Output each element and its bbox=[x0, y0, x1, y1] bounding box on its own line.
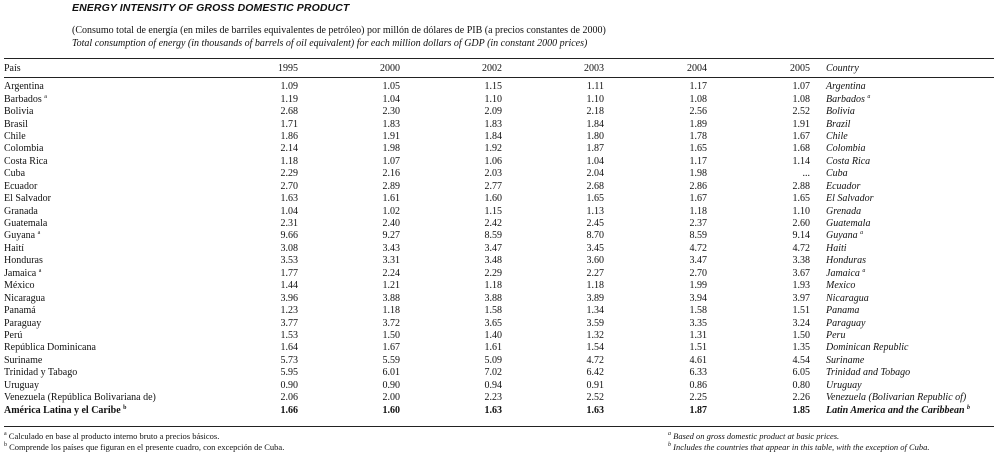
country-name-es: Cuba bbox=[4, 168, 26, 180]
country-name-es: Perú bbox=[4, 329, 23, 341]
value-cell: 1.18 bbox=[689, 205, 707, 217]
country-name-en: Paraguay bbox=[826, 317, 866, 329]
value-cell: 2.03 bbox=[484, 168, 502, 180]
value-cell: 1.04 bbox=[280, 205, 298, 217]
value-cell: 1.78 bbox=[689, 130, 707, 142]
value-cell: 0.94 bbox=[484, 379, 502, 391]
header-year: 2000 bbox=[380, 63, 400, 74]
subtitle-spanish: (Consumo total de energía (en miles de barriles equivalentes de petróleo) por millón de dólares de PIB (a precios constantes de 2000) bbox=[72, 25, 606, 36]
value-cell: 1.63 bbox=[280, 193, 298, 205]
value-cell: 3.59 bbox=[586, 317, 604, 329]
country-name-es: Venezuela (República Bolivariana de) bbox=[4, 392, 156, 404]
table-row bbox=[4, 193, 994, 205]
country-name-es: Panamá bbox=[4, 305, 36, 317]
value-cell: 3.31 bbox=[382, 255, 400, 267]
country-name-en: Mexico bbox=[826, 280, 856, 292]
value-cell: 3.38 bbox=[792, 255, 810, 267]
header-country-es: País bbox=[4, 63, 21, 74]
value-cell: 9.14 bbox=[792, 230, 810, 242]
value-cell: 3.48 bbox=[484, 255, 502, 267]
value-cell: 2.04 bbox=[586, 168, 604, 180]
value-cell: 0.90 bbox=[280, 379, 298, 391]
value-cell: 2.70 bbox=[280, 180, 298, 192]
value-cell: 3.65 bbox=[484, 317, 502, 329]
country-name-en: Cuba bbox=[826, 168, 848, 180]
country-name-es: Guatemala bbox=[4, 218, 48, 230]
table-row bbox=[4, 317, 994, 329]
value-cell: 1.18 bbox=[586, 280, 604, 292]
value-cell: 4.72 bbox=[689, 242, 707, 254]
value-cell: 2.24 bbox=[382, 267, 400, 279]
country-name-es: Paraguay bbox=[4, 317, 42, 329]
value-cell: 1.07 bbox=[792, 81, 810, 93]
value-cell: 1.51 bbox=[689, 342, 707, 354]
country-name-en: Latin America and the Caribbean $^b$ bbox=[826, 404, 971, 416]
country-name-es: Suriname bbox=[4, 354, 43, 366]
value-cell: 3.60 bbox=[586, 255, 604, 267]
country-name-en: Guyana $^a$ bbox=[826, 230, 864, 242]
value-cell: 3.53 bbox=[280, 255, 298, 267]
header-row bbox=[4, 62, 994, 78]
country-name-en: Suriname bbox=[826, 354, 865, 366]
value-cell: 1.67 bbox=[792, 130, 810, 142]
value-cell: 1.98 bbox=[382, 143, 400, 155]
table-total-row bbox=[4, 404, 994, 416]
value-cell: 1.61 bbox=[382, 193, 400, 205]
energy-intensity-table bbox=[4, 62, 994, 417]
value-cell: 1.58 bbox=[689, 305, 707, 317]
value-cell: 2.40 bbox=[382, 218, 400, 230]
value-cell: 2.60 bbox=[792, 218, 810, 230]
value-cell: 3.72 bbox=[382, 317, 400, 329]
value-cell: 1.50 bbox=[382, 329, 400, 341]
country-name-es: El Salvador bbox=[4, 193, 51, 205]
value-cell: 1.18 bbox=[382, 305, 400, 317]
value-cell: 1.06 bbox=[484, 155, 502, 167]
value-cell: 1.11 bbox=[586, 81, 604, 93]
value-cell: 1.65 bbox=[586, 193, 604, 205]
value-cell: 1.08 bbox=[792, 93, 810, 105]
value-cell: 6.42 bbox=[586, 367, 604, 379]
value-cell: 2.06 bbox=[280, 392, 298, 404]
value-cell: 1.64 bbox=[280, 342, 298, 354]
value-cell: 1.04 bbox=[382, 93, 400, 105]
value-cell: 3.67 bbox=[792, 267, 810, 279]
value-cell: 4.54 bbox=[792, 354, 810, 366]
value-cell: 1.34 bbox=[586, 305, 604, 317]
value-cell: 1.68 bbox=[792, 143, 810, 155]
value-cell: 1.44 bbox=[280, 280, 298, 292]
country-name-en: Peru bbox=[826, 329, 846, 341]
value-cell: 1.80 bbox=[586, 130, 604, 142]
country-name-es: Brasil bbox=[4, 118, 28, 130]
value-cell: 4.72 bbox=[792, 242, 810, 254]
value-cell: 3.89 bbox=[586, 292, 604, 304]
value-cell: 1.83 bbox=[484, 118, 502, 130]
value-cell: 1.32 bbox=[586, 329, 604, 341]
table-row bbox=[4, 205, 994, 217]
country-name-en: Honduras bbox=[826, 255, 867, 267]
country-name-en: Trinidad and Tobago bbox=[826, 367, 911, 379]
country-name-es: Bolivia bbox=[4, 106, 34, 118]
value-cell: 3.47 bbox=[689, 255, 707, 267]
value-cell: 1.67 bbox=[382, 342, 400, 354]
value-cell: 1.09 bbox=[280, 81, 298, 93]
country-name-en: El Salvador bbox=[826, 193, 874, 205]
value-cell: 1.21 bbox=[382, 280, 400, 292]
value-cell: 1.98 bbox=[689, 168, 707, 180]
table-row bbox=[4, 156, 994, 168]
value-cell: 3.97 bbox=[792, 292, 810, 304]
value-cell: 5.95 bbox=[280, 367, 298, 379]
value-cell: 1.91 bbox=[792, 118, 810, 130]
value-cell: 1.23 bbox=[280, 305, 298, 317]
value-cell: 2.26 bbox=[792, 392, 810, 404]
country-name-en: Panama bbox=[826, 305, 860, 317]
table-row bbox=[4, 93, 994, 105]
value-cell: 3.47 bbox=[484, 242, 502, 254]
value-cell: 2.27 bbox=[586, 267, 604, 279]
value-cell: 1.14 bbox=[792, 155, 810, 167]
value-cell: 1.87 bbox=[689, 404, 707, 416]
value-cell: 5.59 bbox=[382, 354, 400, 366]
value-cell: 2.00 bbox=[382, 392, 400, 404]
country-name-en: Venezuela (Bolivarian Republic of) bbox=[826, 392, 967, 404]
country-name-en: Jamaica $^a$ bbox=[826, 267, 866, 279]
value-cell: 3.08 bbox=[280, 242, 298, 254]
table-row bbox=[4, 392, 994, 404]
value-cell: 1.66 bbox=[280, 404, 298, 416]
table-title: ENERGY INTENSITY OF GROSS DOMESTIC PRODUCT bbox=[72, 2, 350, 14]
value-cell: 2.29 bbox=[484, 267, 502, 279]
value-cell: 1.89 bbox=[689, 118, 707, 130]
value-cell: 2.56 bbox=[689, 106, 707, 118]
country-name-es: México bbox=[4, 280, 35, 292]
value-cell: 1.18 bbox=[280, 155, 298, 167]
value-cell: 1.93 bbox=[792, 280, 810, 292]
value-cell: 2.45 bbox=[586, 218, 604, 230]
value-cell: 2.18 bbox=[586, 106, 604, 118]
header-year: 2003 bbox=[584, 63, 604, 74]
value-cell: 3.43 bbox=[382, 242, 400, 254]
footnote: $^b$ Includes the countries that appear in this table, with the exception of Cuba. bbox=[668, 442, 930, 452]
country-name-es: República Dominicana bbox=[4, 342, 96, 354]
value-cell: 2.68 bbox=[586, 180, 604, 192]
value-cell: 1.50 bbox=[792, 329, 810, 341]
value-cell: 1.65 bbox=[689, 143, 707, 155]
value-cell: 2.14 bbox=[280, 143, 298, 155]
value-cell: 4.72 bbox=[586, 354, 604, 366]
value-cell: 1.51 bbox=[792, 305, 810, 317]
table-row bbox=[4, 255, 994, 267]
subtitle-english: Total consumption of energy (in thousands of barrels of oil equivalent) for each million dollars of GDP (in constant 2000 prices) bbox=[72, 38, 588, 49]
value-cell: 1.99 bbox=[689, 280, 707, 292]
footnotes-english bbox=[668, 431, 930, 453]
value-cell: 3.88 bbox=[382, 292, 400, 304]
header-country-en: Country bbox=[826, 63, 859, 74]
value-cell: 1.17 bbox=[689, 155, 707, 167]
value-cell: 2.86 bbox=[689, 180, 707, 192]
country-name-en: Colombia bbox=[826, 143, 866, 155]
table-row bbox=[4, 218, 994, 230]
value-cell: 7.02 bbox=[484, 367, 502, 379]
table-row bbox=[4, 380, 994, 392]
value-cell: 1.58 bbox=[484, 305, 502, 317]
country-name-es: Haití bbox=[4, 242, 24, 254]
value-cell: 1.05 bbox=[382, 81, 400, 93]
value-cell: 2.70 bbox=[689, 267, 707, 279]
value-cell: 1.10 bbox=[484, 93, 502, 105]
value-cell: 1.86 bbox=[280, 130, 298, 142]
value-cell: 2.30 bbox=[382, 106, 400, 118]
top-rule bbox=[4, 58, 994, 59]
country-name-en: Brazil bbox=[826, 118, 851, 130]
value-cell: 1.91 bbox=[382, 130, 400, 142]
value-cell: 3.45 bbox=[586, 242, 604, 254]
value-cell: 8.70 bbox=[586, 230, 604, 242]
value-cell: 1.10 bbox=[586, 93, 604, 105]
table-row bbox=[4, 78, 994, 94]
table-row bbox=[4, 367, 994, 379]
value-cell: 1.02 bbox=[382, 205, 400, 217]
table-row bbox=[4, 243, 994, 255]
footnote: $^a$ Based on gross domestic product at basic prices. bbox=[668, 431, 840, 441]
value-cell: 2.42 bbox=[484, 218, 502, 230]
country-name-en: Ecuador bbox=[826, 180, 861, 192]
value-cell: ... bbox=[802, 168, 810, 180]
country-name-es: Chile bbox=[4, 130, 26, 142]
value-cell: 1.77 bbox=[280, 267, 298, 279]
value-cell: 1.17 bbox=[689, 81, 707, 93]
table-row bbox=[4, 143, 994, 155]
value-cell: 1.31 bbox=[689, 329, 707, 341]
table-row bbox=[4, 181, 994, 193]
country-name-es: Trinidad y Tabago bbox=[4, 367, 78, 379]
footnotes-spanish bbox=[4, 431, 284, 453]
value-cell: 3.24 bbox=[792, 317, 810, 329]
value-cell: 4.61 bbox=[689, 354, 707, 366]
value-cell: 2.16 bbox=[382, 168, 400, 180]
value-cell: 2.31 bbox=[280, 218, 298, 230]
table-row bbox=[4, 330, 994, 342]
country-name-es: Honduras bbox=[4, 255, 43, 267]
value-cell: 1.67 bbox=[689, 193, 707, 205]
country-name-en: Barbados $^a$ bbox=[826, 93, 871, 105]
country-name-es: Colombia bbox=[4, 143, 44, 155]
value-cell: 1.85 bbox=[792, 404, 810, 416]
value-cell: 2.37 bbox=[689, 218, 707, 230]
country-name-en: Nicaragua bbox=[826, 292, 869, 304]
value-cell: 5.09 bbox=[484, 354, 502, 366]
value-cell: 1.65 bbox=[792, 193, 810, 205]
country-name-es: Granada bbox=[4, 205, 38, 217]
country-name-en: Guatemala bbox=[826, 218, 871, 230]
value-cell: 1.83 bbox=[382, 118, 400, 130]
header-year: 1995 bbox=[278, 63, 298, 74]
value-cell: 1.07 bbox=[382, 155, 400, 167]
value-cell: 1.18 bbox=[484, 280, 502, 292]
value-cell: 2.68 bbox=[280, 106, 298, 118]
value-cell: 2.29 bbox=[280, 168, 298, 180]
value-cell: 1.60 bbox=[382, 404, 400, 416]
country-name-es: Barbados $^a$ bbox=[4, 93, 47, 105]
country-name-en: Uruguay bbox=[826, 379, 862, 391]
country-name-es: Guyana $^a$ bbox=[4, 230, 41, 242]
value-cell: 1.87 bbox=[586, 143, 604, 155]
bottom-rule bbox=[4, 426, 994, 427]
value-cell: 3.77 bbox=[280, 317, 298, 329]
value-cell: 1.84 bbox=[586, 118, 604, 130]
value-cell: 1.15 bbox=[484, 81, 502, 93]
value-cell: 1.84 bbox=[484, 130, 502, 142]
value-cell: 3.94 bbox=[689, 292, 707, 304]
table-row bbox=[4, 106, 994, 118]
value-cell: 0.90 bbox=[382, 379, 400, 391]
value-cell: 9.27 bbox=[382, 230, 400, 242]
value-cell: 1.54 bbox=[586, 342, 604, 354]
table-row bbox=[4, 280, 994, 292]
value-cell: 0.86 bbox=[689, 379, 707, 391]
value-cell: 1.60 bbox=[484, 193, 502, 205]
table-row bbox=[4, 131, 994, 143]
value-cell: 3.88 bbox=[484, 292, 502, 304]
country-name-es: Costa Rica bbox=[4, 155, 48, 167]
value-cell: 2.52 bbox=[792, 106, 810, 118]
header-year: 2004 bbox=[687, 63, 707, 74]
value-cell: 2.23 bbox=[484, 392, 502, 404]
country-name-es: Ecuador bbox=[4, 180, 38, 192]
value-cell: 1.19 bbox=[280, 93, 298, 105]
value-cell: 6.05 bbox=[792, 367, 810, 379]
table-row bbox=[4, 355, 994, 367]
country-name-es: Jamaica $^a$ bbox=[4, 267, 42, 279]
value-cell: 1.04 bbox=[586, 155, 604, 167]
header-year: 2002 bbox=[482, 63, 502, 74]
table-row bbox=[4, 168, 994, 180]
country-name-es: Argentina bbox=[4, 81, 44, 93]
value-cell: 3.35 bbox=[689, 317, 707, 329]
value-cell: 1.10 bbox=[792, 205, 810, 217]
country-name-es: América Latina y el Caribe $^b$ bbox=[4, 404, 127, 416]
country-name-en: Argentina bbox=[826, 81, 866, 93]
value-cell: 0.80 bbox=[792, 379, 810, 391]
value-cell: 1.08 bbox=[689, 93, 707, 105]
footnote: $^b$ Comprende los países que figuran en el presente cuadro, con excepción de Cuba. bbox=[4, 442, 285, 452]
value-cell: 3.96 bbox=[280, 292, 298, 304]
value-cell: 6.33 bbox=[689, 367, 707, 379]
value-cell: 1.13 bbox=[586, 205, 604, 217]
value-cell: 6.01 bbox=[382, 367, 400, 379]
country-name-en: Haiti bbox=[826, 242, 847, 254]
table-row bbox=[4, 292, 994, 304]
value-cell: 1.63 bbox=[484, 404, 502, 416]
table-row bbox=[4, 342, 994, 354]
value-cell: 2.88 bbox=[792, 180, 810, 192]
country-name-es: Uruguay bbox=[4, 379, 39, 391]
value-cell: 5.73 bbox=[280, 354, 298, 366]
country-name-es: Nicaragua bbox=[4, 292, 46, 304]
value-cell: 1.61 bbox=[484, 342, 502, 354]
value-cell: 1.40 bbox=[484, 329, 502, 341]
value-cell: 2.89 bbox=[382, 180, 400, 192]
table-row bbox=[4, 118, 994, 130]
value-cell: 1.92 bbox=[484, 143, 502, 155]
value-cell: 2.09 bbox=[484, 106, 502, 118]
footnote: $^a$ Calculado en base al producto interno bruto a precios básicos. bbox=[4, 431, 220, 441]
country-name-en: Chile bbox=[826, 130, 848, 142]
value-cell: 0.91 bbox=[586, 379, 604, 391]
country-name-en: Dominican Republic bbox=[826, 342, 909, 354]
value-cell: 2.77 bbox=[484, 180, 502, 192]
value-cell: 1.35 bbox=[792, 342, 810, 354]
header-year: 2005 bbox=[790, 63, 810, 74]
value-cell: 1.63 bbox=[586, 404, 604, 416]
country-name-en: Bolivia bbox=[826, 106, 855, 118]
value-cell: 1.71 bbox=[280, 118, 298, 130]
value-cell: 2.25 bbox=[689, 392, 707, 404]
value-cell: 8.59 bbox=[484, 230, 502, 242]
value-cell: 8.59 bbox=[689, 230, 707, 242]
value-cell: 1.53 bbox=[280, 329, 298, 341]
country-name-en: Costa Rica bbox=[826, 155, 871, 167]
value-cell: 2.52 bbox=[586, 392, 604, 404]
value-cell: 9.66 bbox=[280, 230, 298, 242]
table-row bbox=[4, 230, 994, 242]
table-row bbox=[4, 268, 994, 280]
country-name-en: Grenada bbox=[826, 205, 862, 217]
value-cell: 1.15 bbox=[484, 205, 502, 217]
table-row bbox=[4, 305, 994, 317]
